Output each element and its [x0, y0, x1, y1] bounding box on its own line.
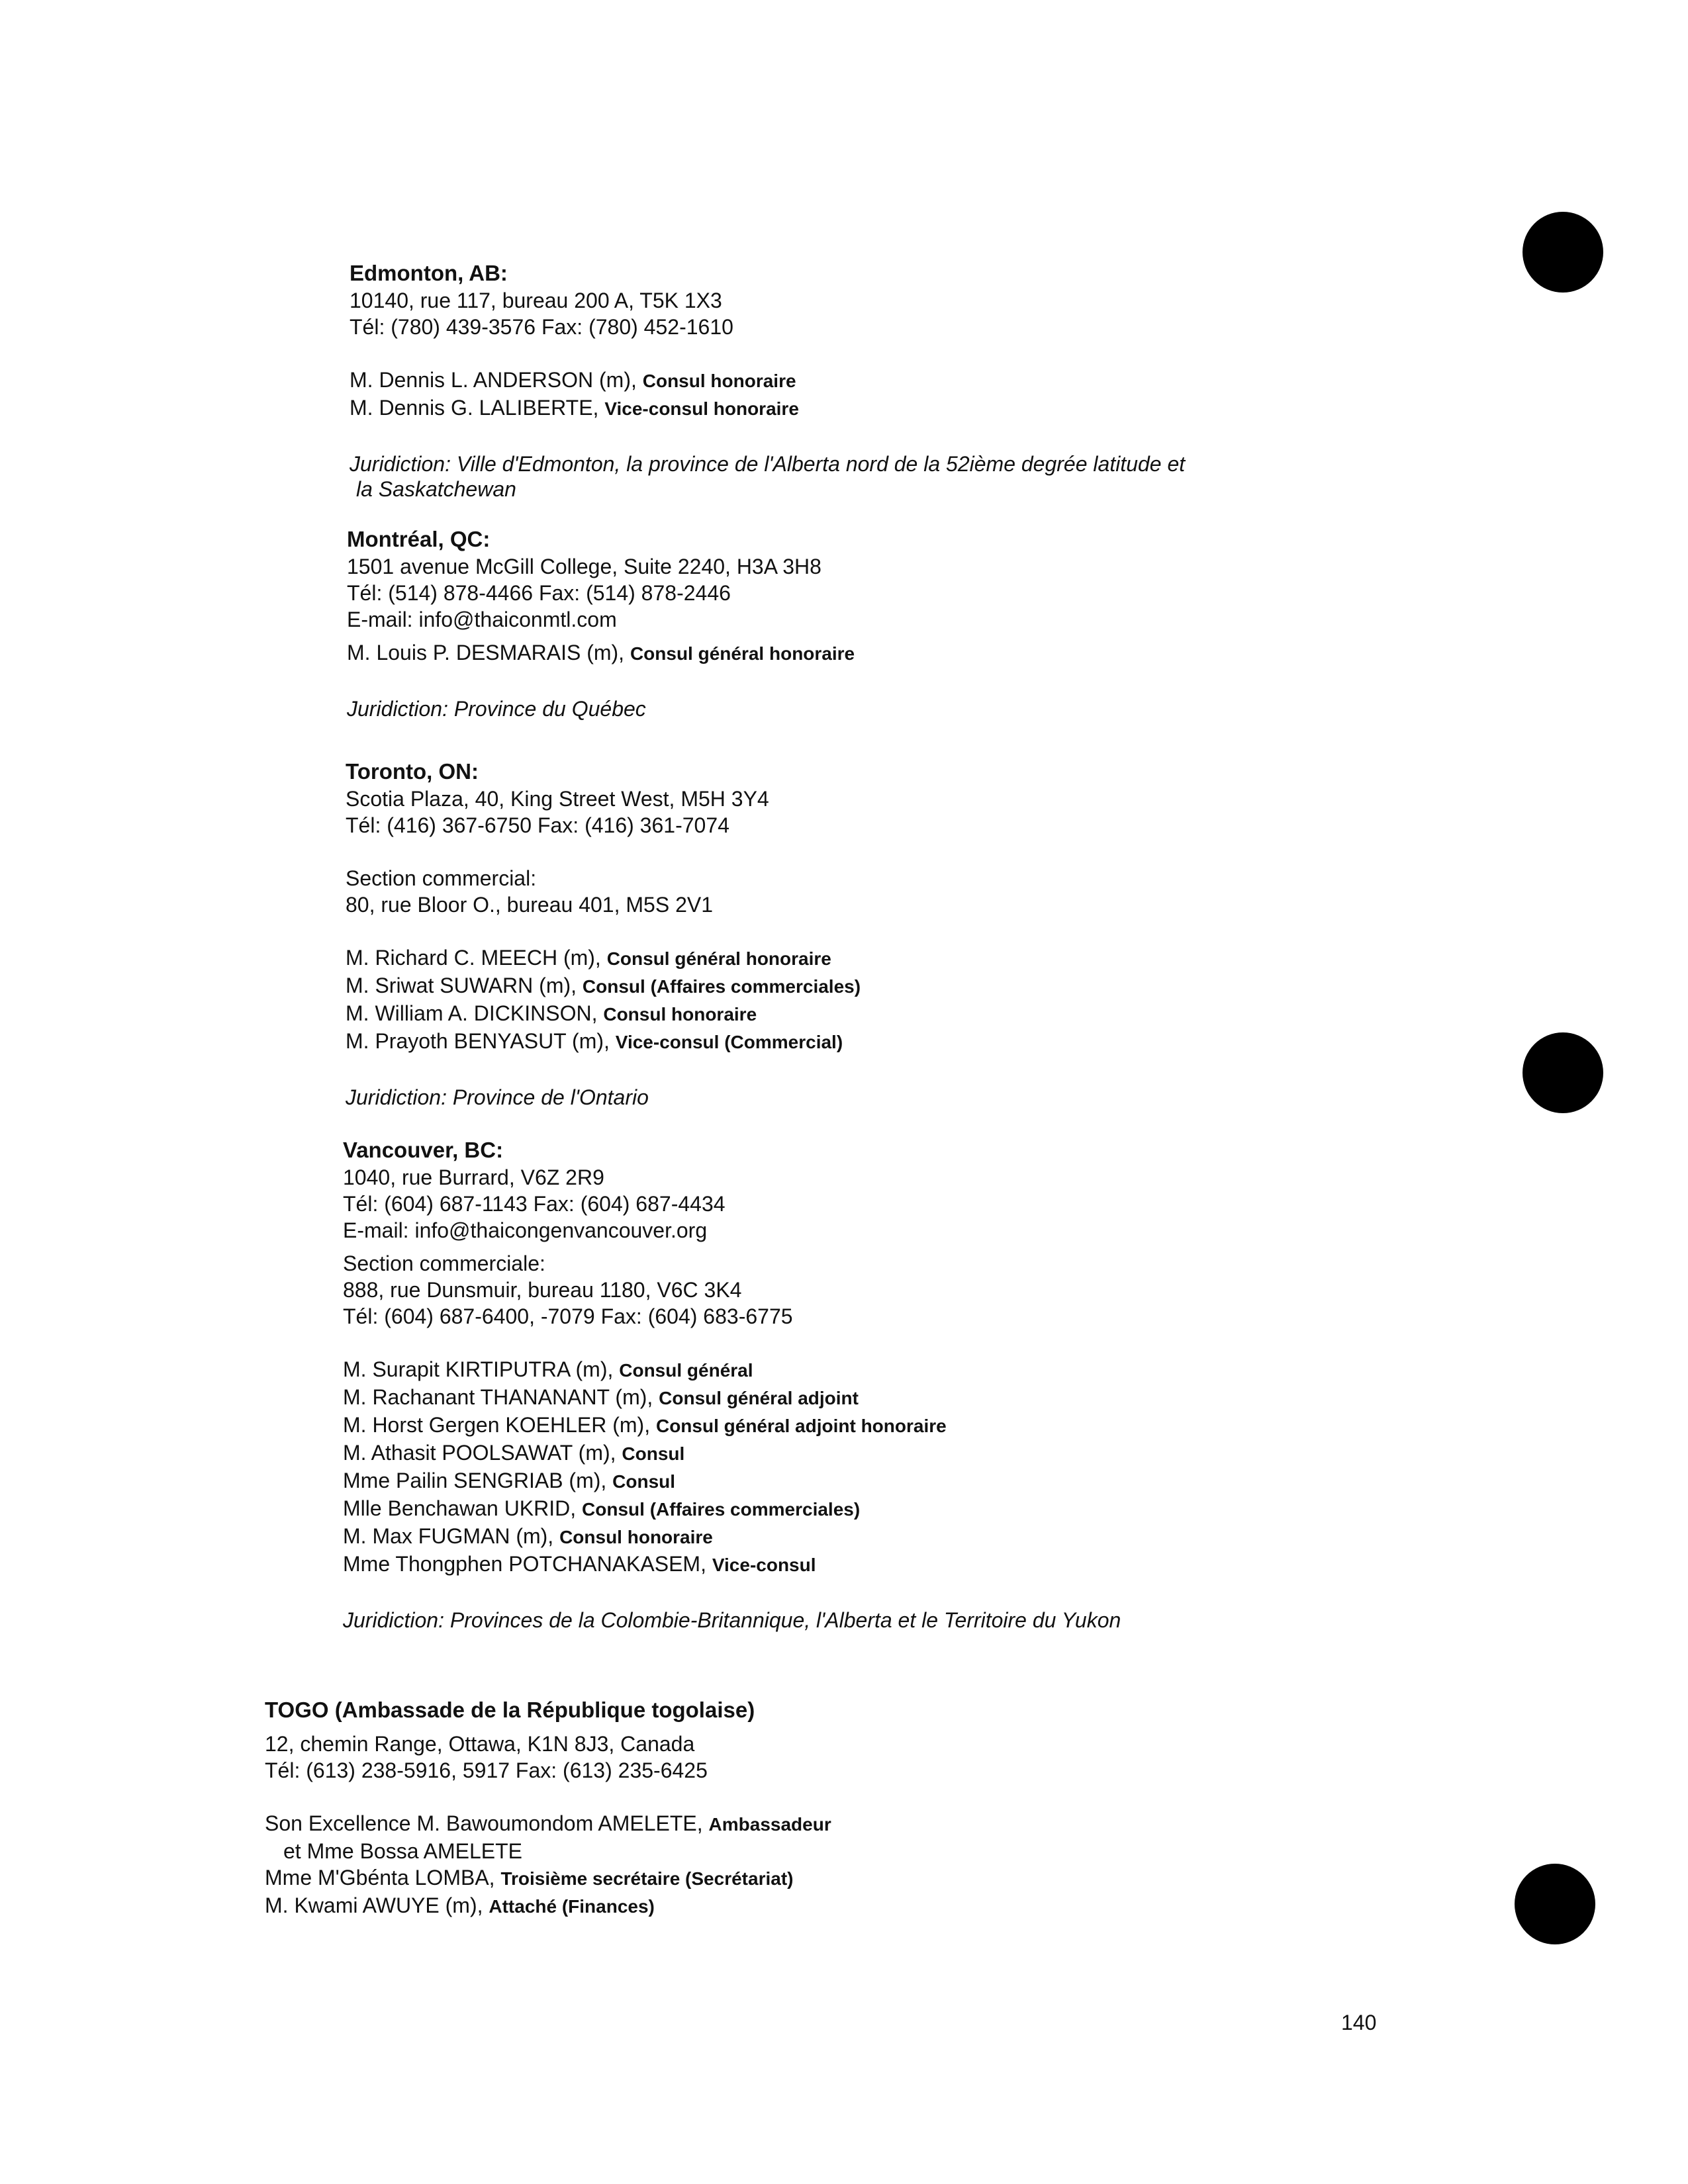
person-name: M. Rachanant THANANANT (m), [343, 1385, 659, 1409]
punch-hole-middle [1523, 1032, 1603, 1113]
person-entry [343, 1412, 1121, 1439]
person-title: Consul [622, 1443, 685, 1464]
person-title: Vice-consul (Commercial) [615, 1032, 843, 1052]
email: E-mail: info@thaiconmtl.com [347, 608, 617, 631]
person-title: Consul général honoraire [630, 643, 855, 664]
person-title: Consul (Affaires commerciales) [582, 1499, 861, 1520]
person-entry [346, 972, 861, 1000]
person-title: Vice-consul honoraire [604, 398, 799, 419]
person-entry [343, 1495, 1121, 1523]
togo-section [265, 1696, 831, 1920]
email: E-mail: info@thaicongenvancouver.org [343, 1218, 708, 1242]
toronto-section [346, 758, 861, 1110]
commercial-address: 80, rue Bloor O., bureau 401, M5S 2V1 [346, 893, 713, 917]
jurisdiction-continued: la Saskatchewan [356, 477, 516, 501]
person-name: Mme M'Gbénta LOMBA, [265, 1866, 501, 1889]
person-title: Consul honoraire [642, 371, 796, 391]
person-entry [265, 1810, 831, 1838]
person-title: Consul honoraire [559, 1527, 713, 1547]
montreal-section [347, 525, 855, 721]
person-title: Troisième secrétaire (Secrétariat) [500, 1868, 794, 1889]
spouse: et Mme Bossa AMELETE [283, 1839, 523, 1863]
person-title: Attaché (Finances) [489, 1896, 655, 1917]
person-entry [346, 1000, 861, 1028]
person-title: Consul (Affaires commerciales) [582, 976, 861, 997]
person-title: Consul [612, 1471, 676, 1492]
person-title: Consul général honoraire [606, 948, 831, 969]
commercial-address: 888, rue Dunsmuir, bureau 1180, V6C 3K4 [343, 1278, 742, 1302]
person-name: M. Dennis L. ANDERSON (m), [350, 368, 643, 392]
person-entry [343, 1356, 1121, 1384]
person-entry [346, 944, 861, 972]
person-name: M. Richard C. MEECH (m), [346, 946, 607, 970]
person-name: M. Prayoth BENYASUT (m), [346, 1029, 616, 1053]
commercial-label: Section commercial: [346, 866, 537, 890]
person-name: M. Max FUGMAN (m), [343, 1524, 560, 1548]
jurisdiction: Juridiction: Province du Québec [347, 697, 646, 721]
person-title: Consul honoraire [603, 1004, 757, 1024]
phone-fax: Tél: (604) 687-1143 Fax: (604) 687-4434 [343, 1192, 726, 1216]
person-entry [343, 1551, 1121, 1578]
person-title: Ambassadeur [708, 1814, 831, 1835]
jurisdiction: Juridiction: Province de l'Ontario [346, 1085, 649, 1109]
punch-hole-bottom [1515, 1864, 1595, 1944]
person-name: Mme Thongphen POTCHANAKASEM, [343, 1552, 712, 1576]
person-name: Mme Pailin SENGRIAB (m), [343, 1469, 613, 1492]
person-name: M. Athasit POOLSAWAT (m), [343, 1441, 622, 1465]
person-title: Vice-consul [712, 1555, 816, 1575]
person-entry [343, 1439, 1121, 1467]
person-name: M. Dennis G. LALIBERTE, [350, 396, 605, 420]
jurisdiction: Juridiction: Provinces de la Colombie-Britannique, l'Alberta et le Territoire du Yukon [343, 1608, 1121, 1632]
phone-fax: Tél: (514) 878-4466 Fax: (514) 878-2446 [347, 581, 731, 605]
section-heading: Montréal, QC: [347, 527, 491, 551]
phone-fax: Tél: (613) 238-5916, 5917 Fax: (613) 235-6425 [265, 1758, 708, 1782]
person-title: Consul général adjoint [659, 1388, 859, 1408]
person-name: M. Sriwat SUWARN (m), [346, 974, 583, 997]
edmonton-section [350, 259, 1185, 502]
person-title: Consul général [619, 1360, 753, 1381]
address: 10140, rue 117, bureau 200 A, T5K 1X3 [350, 289, 722, 312]
person-name: M. William A. DICKINSON, [346, 1001, 604, 1025]
person-entry [265, 1892, 831, 1920]
vancouver-section [343, 1136, 1121, 1633]
address: 1040, rue Burrard, V6Z 2R9 [343, 1165, 604, 1189]
person-name: M. Louis P. DESMARAIS (m), [347, 641, 630, 664]
person-name: Son Excellence M. Bawoumondom AMELETE, [265, 1811, 709, 1835]
person-entry [265, 1864, 831, 1892]
section-heading: Vancouver, BC: [343, 1138, 504, 1162]
phone-fax: Tél: (780) 439-3576 Fax: (780) 452-1610 [350, 315, 733, 339]
page-number: 140 [1341, 2011, 1377, 2034]
person-entry [347, 639, 855, 667]
punch-hole-top [1523, 212, 1603, 293]
address: 1501 avenue McGill College, Suite 2240, H3A 3H8 [347, 555, 821, 578]
person-name: M. Horst Gergen KOEHLER (m), [343, 1413, 656, 1437]
commercial-label: Section commerciale: [343, 1251, 545, 1275]
commercial-phone-fax: Tél: (604) 687-6400, -7079 Fax: (604) 683-6775 [343, 1304, 793, 1328]
person-name: M. Surapit KIRTIPUTRA (m), [343, 1357, 620, 1381]
address: 12, chemin Range, Ottawa, K1N 8J3, Canada [265, 1732, 695, 1756]
person-name: Mlle Benchawan UKRID, [343, 1496, 583, 1520]
section-heading: Toronto, ON: [346, 759, 479, 784]
person-entry [343, 1384, 1121, 1412]
person-entry [350, 367, 1185, 394]
section-heading: Edmonton, AB: [350, 261, 508, 285]
section-heading: TOGO (Ambassade de la République togolaise) [265, 1698, 755, 1722]
person-entry [343, 1467, 1121, 1495]
person-name: M. Kwami AWUYE (m), [265, 1893, 489, 1917]
phone-fax: Tél: (416) 367-6750 Fax: (416) 361-7074 [346, 813, 729, 837]
person-entry [343, 1523, 1121, 1551]
person-entry [350, 394, 1185, 422]
jurisdiction: Juridiction: Ville d'Edmonton, la province de l'Alberta nord de la 52ième degrée latitude et [350, 452, 1186, 476]
person-entry [346, 1028, 861, 1056]
person-title: Consul général adjoint honoraire [655, 1416, 947, 1436]
address: Scotia Plaza, 40, King Street West, M5H 3Y4 [346, 787, 769, 811]
